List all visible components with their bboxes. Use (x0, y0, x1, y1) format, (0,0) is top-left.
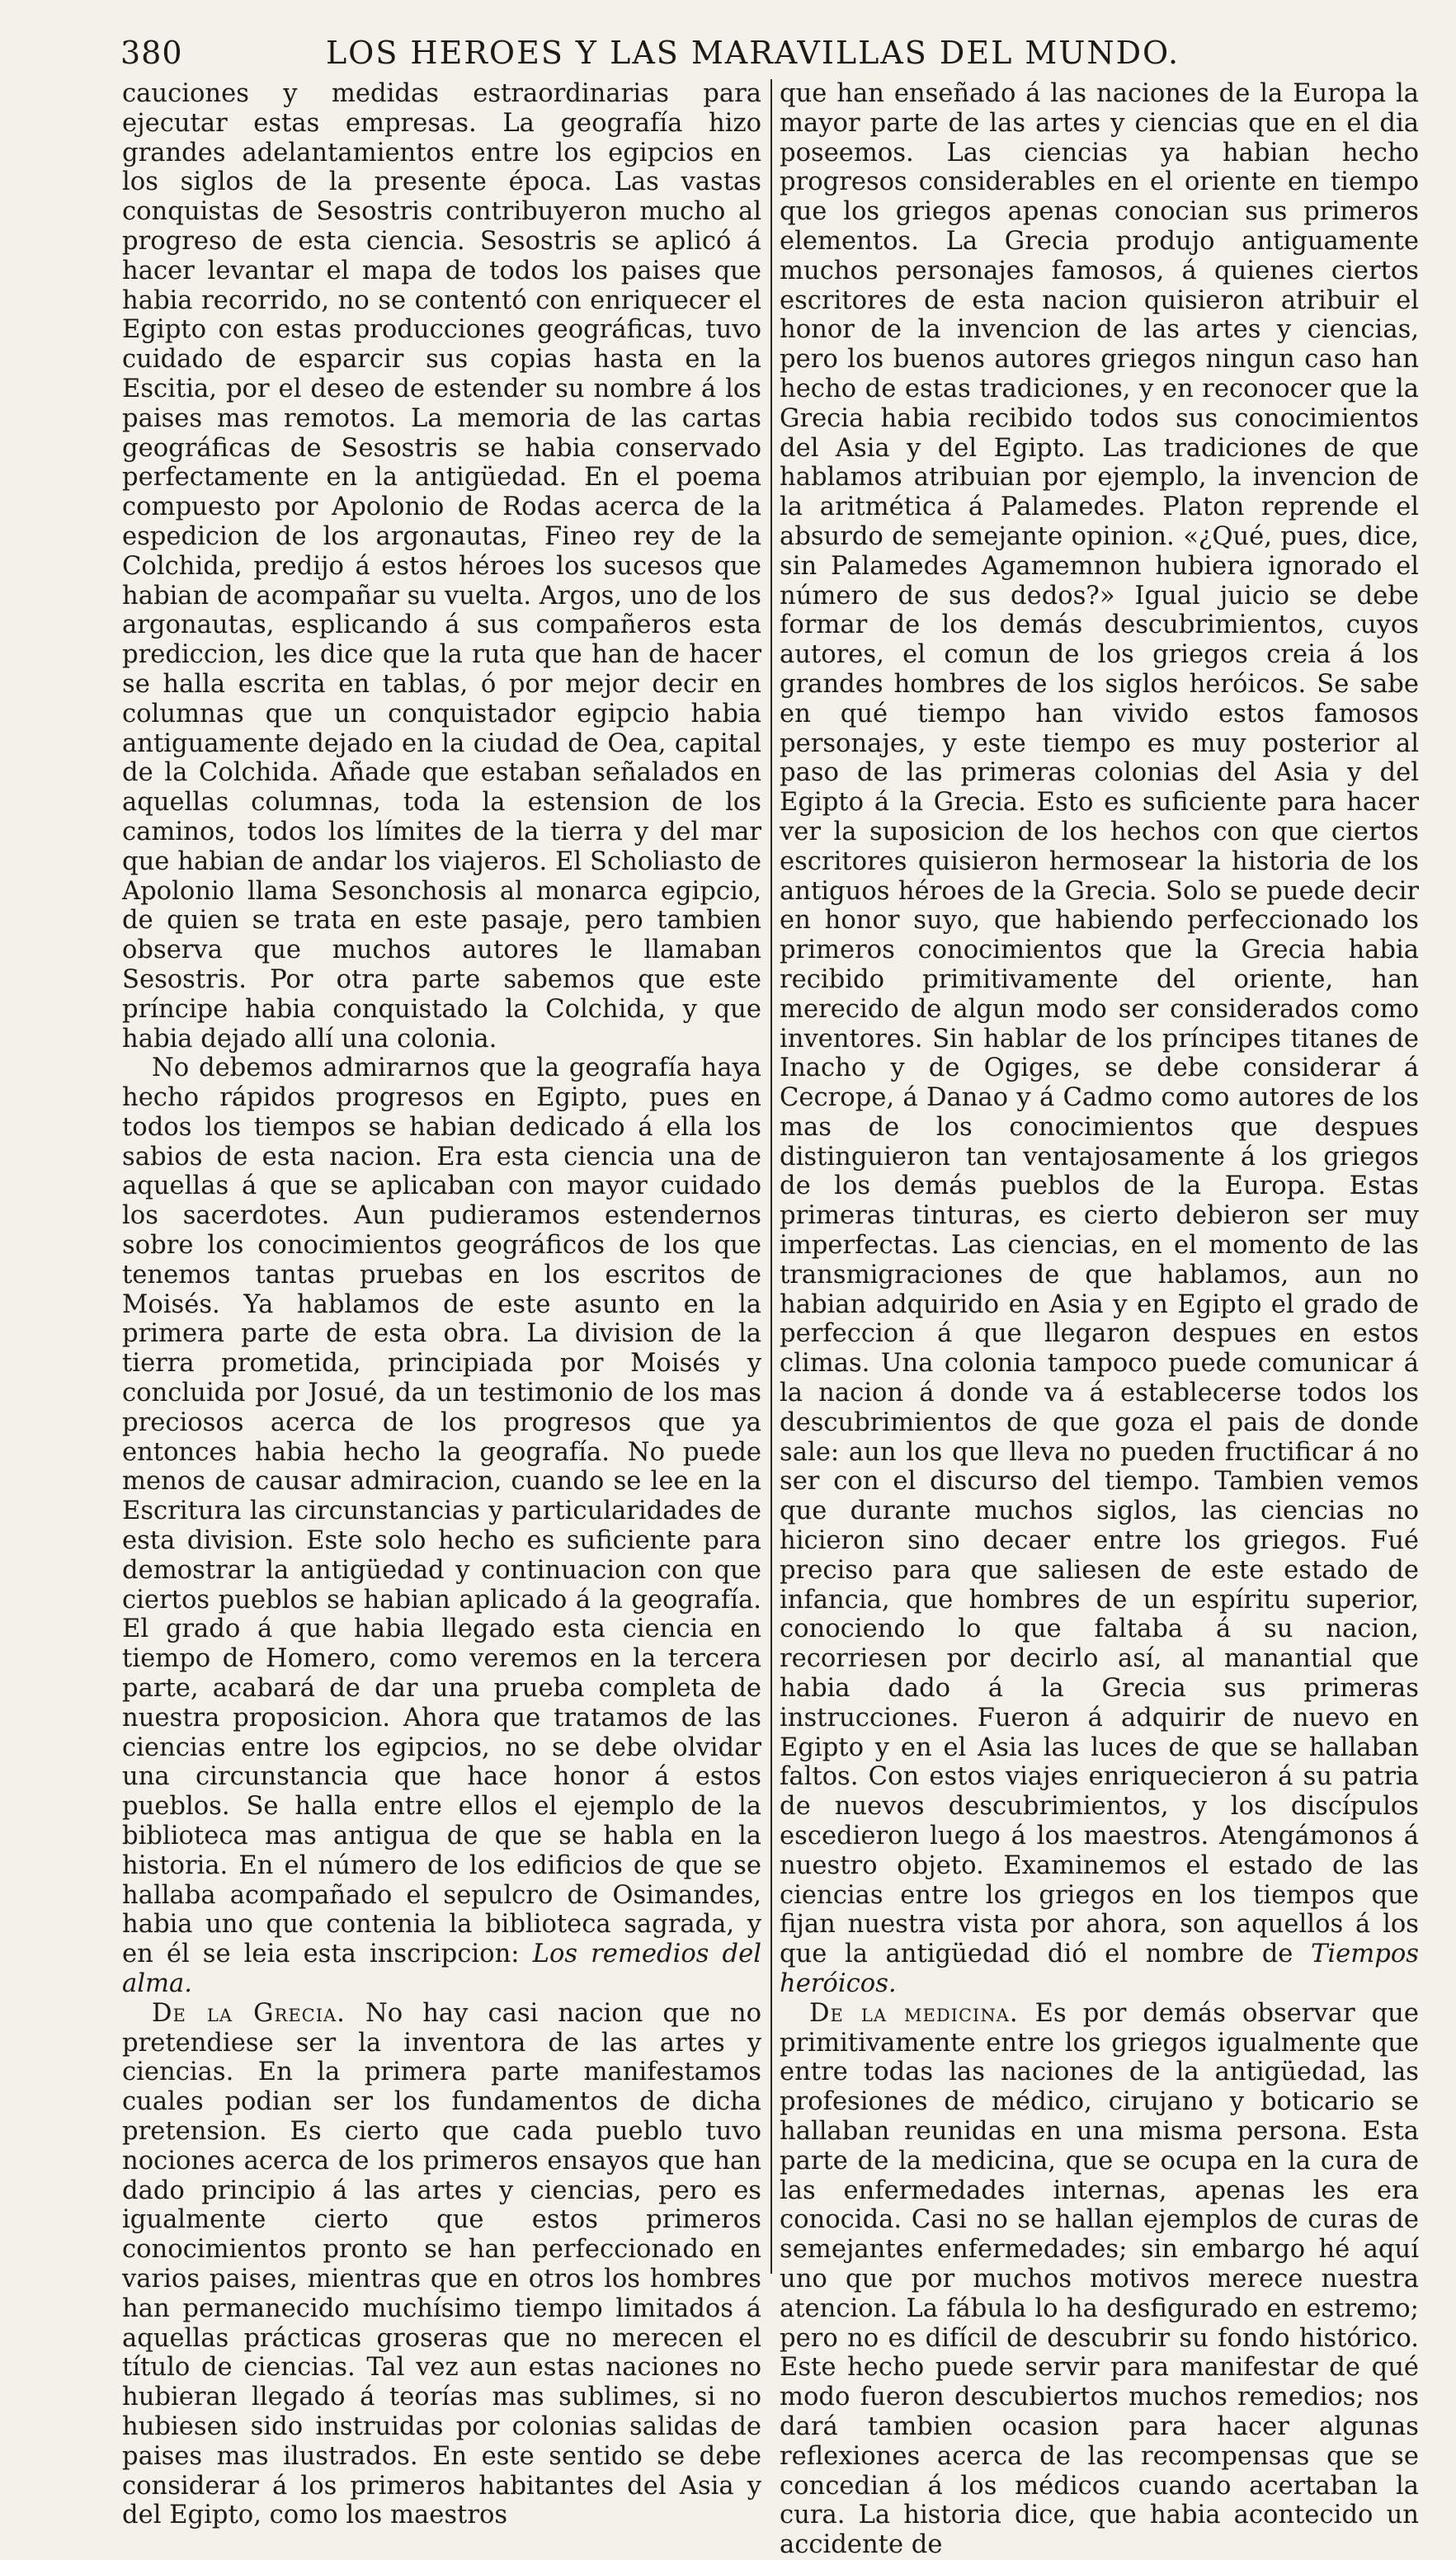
left-column (122, 79, 761, 2530)
right-paragraph-2-text: Es por demás observar que primitivamente entre los griegos igualmente que entre todas las naciones de la antigüedad, las profesiones de médico, cirujano y boticario se hallaban reunidas en una misma persona. Esta parte de la medicina, que se ocupa en la cura de las enfermedades internas, apenas les era conocida. Casi no se hallan ejemplos de curas de semejantes enfermedades; sin embargo hé aquí uno que por muchos motivos merece nuestra atencion. La fábula lo ha desfigurado en estremo; pero no es difícil de descubrir su fondo histórico. Este hecho puede servir para manifestar de qué modo fueron descubiertos muchos remedios; nos dará tambien ocasion para hacer algunas reflexiones acerca de las recompensas que se concedian á los médicos cuando acertaban la cura. La historia dice, que habia acontecido un accidente de (780, 1998, 1419, 2560)
section-heading-grecia: De la Grecia. (152, 1998, 346, 2028)
right-paragraph-2 (780, 1999, 1419, 2560)
left-paragraph-2-text: No debemos admirarnos que la geografía haya hecho rápidos progresos en Egipto, pues en todos los tiempos se habian dedicado á ella los sabios de esta nacion. Era esta ciencia una de aquellas á que se aplicaban con mayor cuidado los sacerdotes. Aun pudieramos estendernos sobre los conocimientos geográficos de los que tenemos tantas pruebas en los escritos de Moisés. Ya hablamos de este asunto en la primera parte de esta obra. La division de la tierra prometida, principiada por Moisés y concluida por Josué, da un testimonio de los mas preciosos acerca de los progresos que ya entonces habia hecho la geografía. No puede menos de causar admiracion, cuando se lee en la Escritura las circunstancias y particularidades de esta division. Este solo hecho es suficiente para demostrar la antigüedad y continuacion con que ciertos pueblos se habian aplicado á la geografía. El grado á que habia llegado esta ciencia en tiempo de Homero, como veremos en la tercera parte, acabará de dar una prueba completa de nuestra proposicion. Ahora que tratamos de las ciencias entre los egipcios, no se debe olvidar una circunstancia que hace honor á estos pueblos. Se halla entre ellos el ejemplo de la biblioteca mas antigua de que se habla en la historia. En el número de los edificios de que se hallaba acompañado el sepulcro de Osimandes, habia uno que contenia la biblioteca sagrada, y en él se leia esta inscripcion: (122, 1054, 761, 1969)
section-heading-medicina: De la medicina. (809, 1998, 1019, 2028)
running-head-title: LOS HEROES Y LAS MARAVILLAS DEL MUNDO. (325, 35, 1180, 71)
column-divider (770, 79, 772, 2274)
page-number: 380 (120, 35, 183, 71)
left-paragraph-3-text: No hay casi nacion que no pretendiese ser la inventora de las artes y ciencias. En la primera parte manifestamos cuales podian ser los fundamentos de dicha pretension. Es cierto que cada pueblo tuvo nociones acerca de los primeros ensayos que han dado principio á las artes y ciencias, pero es igualmente cierto que estos primeros conocimientos pronto se han perfeccionado en varios paises, mientras que en otros los hombres han permanecido muchísimo tiempo limitados á aquellas prácticas groseras que no merecen el título de ciencias. Tal vez aun estas naciones no hubieran llegado á teorías mas sublimes, si no hubiesen sido instruidas por colonias salidas de paises mas ilustrados. En este sentido se debe considerar á los primeros habitantes del Asia y del Egipto, como los maestros (122, 1998, 761, 2530)
right-paragraph-1-text: que han enseñado á las naciones de la Europa la mayor parte de las artes y ciencias que en el dia poseemos. Las ciencias ya habian hecho progresos considerables en el oriente en tiempo que los griegos apenas conocian sus primeros elementos. La Grecia produjo antiguamente muchos personajes famosos, á quienes ciertos escritores de esta nacion quisieron atribuir el honor de la invencion de las artes y ciencias, pero los buenos autores griegos ningun caso han hecho de estas tradiciones, y en reconocer que la Grecia habia recibido todos sus conocimientos del Asia y del Egipto. Las tradiciones de que hablamos atribuian por ejemplo, la invencion de la aritmética á Palamedes. Platon reprende el absurdo de semejante opinion. «¿Qué, pues, dice, sin Palamedes Agamemnon hubiera ignorado el número de sus dedos?» Igual juicio se debe formar de los demás descubrimientos, cuyos autores, el comun de los griegos creia á los grandes hombres de los siglos heróicos. Se sabe en qué tiempo han vivido estos famosos personajes, y este tiempo es muy posterior al paso de las primeras colonias del Asia y del Egipto á la Grecia. Esto es suficiente para hacer ver la suposicion de los hechos con que ciertos escritores quisieron hermosear la historia de los antiguos héroes de la Grecia. Solo se puede decir en honor suyo, que habiendo perfeccionado los primeros conocimientos que la Grecia habia recibido primitivamente del oriente, han merecido de algun modo ser considerados como inventores. Sin hablar de los príncipes titanes de Inacho y de Ogiges, se debe considerar á Cecrope, á Danao y á Cadmo como autores de los mas de los conocimientos que despues distinguieron tan ventajosamente á los griegos de los demás pueblos de la Europa. Estas primeras tinturas, es cierto debieron ser muy imperfectas. Las ciencias, en el momento de las transmigraciones de que hablamos, aun no habian adquirido en Asia y en Egipto el grado de perfeccion á que llegaron despues en estos climas. Una colonia tampoco puede comunicar á la nacion á donde va á establecerse todos los descubrimientos de que goza el pais de donde sale: aun los que lleva no pueden fructificar á no ser con el discurso del tiempo. Tambien vemos que durante muchos siglos, las ciencias no hicieron sino decaer entre los griegos. Fué preciso para que saliesen de este estado de infancia, que hombres de un espíritu superior, conociendo lo que faltaba á su nacion, recorriesen por decirlo así, al manantial que habia dado á la Grecia sus primeras instrucciones. Fueron á adquirir de nuevo en Egipto y en el Asia las luces de que se hallaban faltos. Con estos viajes enriquecieron á su patria de nuevos descubrimientos, y los discípulos escedieron luego á los maestros. Atengámonos á nuestro objeto. Examinemos el estado de las ciencias entre los griegos en los tiempos que fijan nuestra vista por ahora, son aquellos á los que la antigüedad dió el nombre de (780, 79, 1419, 1969)
right-column (780, 79, 1419, 2560)
left-paragraph-2 (122, 1054, 761, 1999)
left-paragraph-3 (122, 1999, 761, 2530)
left-paragraph-1: cauciones y medidas estraordinarias para ejecutar estas empresas. La geografía hizo grandes adelantamientos entre los egipcios en los siglos de la presente época. Las vastas conquistas de Sesostris contribuyeron mucho al progreso de esta ciencia. Sesostris se aplicó á hacer levantar el mapa de todos los paises que habia recorrido, no se contentó con enriquecer el Egipto con estas producciones geográficas, tuvo cuidado de esparcir sus copias hasta en la Escitia, por el deseo de estender su nombre á los paises mas remotos. La memoria de las cartas geográficas de Sesostris se habia conservado perfectamente en la antigüedad. En el poema compuesto por Apolonio de Rodas acerca de la espedicion de los argonautas, Fineo rey de la Colchida, predijo á estos héroes los sucesos que habian de acompañar su vuelta. Argos, uno de los argonautas, esplicando á sus compañeros esta prediccion, les dice que la ruta que han de hacer se halla escrita en tablas, ó por mejor decir en columnas que un conquistador egipcio habia antiguamente dejado en la ciudad de Oea, capital de la Colchida. Añade que estaban señalados en aquellas columnas, toda la estension de los caminos, todos los límites de la tierra y del mar que habian de andar los viajeros. El Scholiasto de Apolonio llama Sesonchosis al monarca egipcio, de quien se trata en este pasaje, pero tambien observa que muchos autores le llamaban Sesostris. Por otra parte sabemos que este príncipe habia conquistado la Colchida, y que habia dejado allí una colonia. (122, 79, 761, 1054)
inscription-italic: Los remedios del alma. (122, 1940, 761, 1998)
tiempos-heroicos-italic: Tiempos heróicos. (780, 1940, 1419, 1998)
right-paragraph-1 (780, 79, 1419, 1999)
